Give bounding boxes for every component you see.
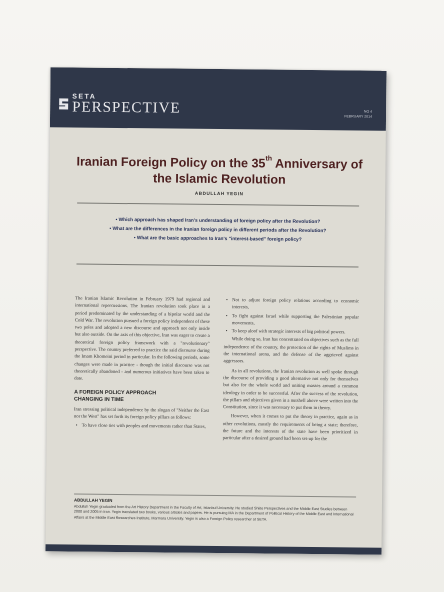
pillars-list: [82, 423, 209, 432]
issue-date: FEBRUARY 2014: [344, 114, 373, 119]
pillars-list-continued: [232, 297, 359, 337]
section-heading: [74, 389, 209, 405]
body-paragraph: As in all revolutions, the Iranian revolution as well spoke through the discourse of providing a good alternative not only for themselves but also for the whole world and uniting masses around a common ideology in order to be successful. After the success of the revolution, the pillars and objectives given in a nutshell above were written into the Constitution, since it was necessary to put them in theory.: [222, 368, 359, 412]
body-paragraph: However, when it comes to put the theory in practice, again as in other revolutions, mostly the requirements of being a state; therefore, the future and the interests of the state have been prioritized in particular after a desired ground had been set-up for the: [222, 414, 358, 443]
bio-text: Abdullah Yegin graduated from the Art History Department in the Faculty of Art, Istanbul University. He studied Shiite Perspectives and the Middle East Studies between 2000 and 2005 in Iran. Yegin translated two books, various articles and papers. He is pursuing MA in the Department of Political History of the Middle East and International Affairs at the Middle East Researches Institute, Marmara University. Yegin is also a Foreign Policy researcher at SETA.: [73, 504, 354, 522]
left-column: [74, 296, 210, 433]
footer-divider: [74, 494, 356, 498]
issue-number: NO 4: [363, 109, 373, 114]
brand-top: SETA: [72, 93, 97, 101]
question-item: • What are the differences in the Iranian foreign policy in different periods after the Revolution?: [77, 225, 359, 237]
section-heading-line1: A FOREIGN POLICY APPROACH: [74, 389, 157, 396]
pillar-item: • To fight against Israel while supporting the Palestinian popular movements,: [232, 313, 359, 329]
key-questions: [77, 216, 359, 246]
body-paragraph: While doing so, Iran has concentrated on objectives such as the full independence of the country, the protection of the rights of Muslims in the international arena, and the defense of the aggrieved against aggressors.: [223, 337, 359, 365]
title-part2: Anniversary of the Islamic Revolution: [152, 156, 363, 187]
author-bio: [74, 498, 356, 524]
brand-bottom: PERSPECTIVE: [72, 99, 181, 117]
header-band: [50, 67, 387, 131]
pillar-item: • To keep aloof with strategic interests of big political powers.: [232, 328, 359, 337]
right-column: [223, 297, 360, 446]
section-paragraph: Iran stressing political independence by the slogan of "Neither the East nor the West" has set forth its foreign policy pillars as follows:: [73, 407, 209, 421]
pillar-item: • Not to adjust foreign policy relations according to economic interests,: [232, 297, 359, 313]
divider-top: [77, 203, 359, 207]
article-title: [75, 154, 363, 189]
question-item: • What are the basic approaches to Iran's "interest-based" foreign policy?: [77, 234, 359, 246]
bio-heading: ABDULLAH YEGIN: [73, 497, 113, 503]
brand-logo: [72, 93, 181, 117]
intro-paragraph: The Iranian Islamic Revolution in February 1979 had regional and international repercussions. The Iranian revolution took place in a period predominated by the understanding of a bipolar world and the Cold War. The revolution pursued a foreign policy independent of these two poles and adopted a new discourse and approach not only inside but also outside. On the axis of this objective, Iran was eager to create a theoretical foreign policy framework with a "revolutionary" perspective. The country preferred to practice the said discourse during the Imam Khomeini period in particular. In the following periods, some changes were made in practice - though the initial discourse was not theoretically abandoned - and numerous initiatives have been taken to date.: [74, 296, 211, 382]
title-superscript: th: [265, 155, 273, 163]
divider-bottom: [76, 264, 358, 268]
document-page: [45, 67, 386, 554]
seta-logo-icon: [58, 96, 69, 111]
title-part1: Iranian Foreign Policy on the 35: [76, 154, 266, 171]
section-heading-line2: CHANGING IN TIME: [74, 396, 124, 404]
author-name: ABDULLAH YEGIN: [194, 190, 244, 197]
question-item: • Which approach has shaped Iran's understanding of foreign policy after the Revolution?: [77, 216, 359, 228]
issue-info: [344, 109, 372, 119]
pillar-item: • To have close ties with peoples and movements rather than States,: [82, 423, 209, 432]
